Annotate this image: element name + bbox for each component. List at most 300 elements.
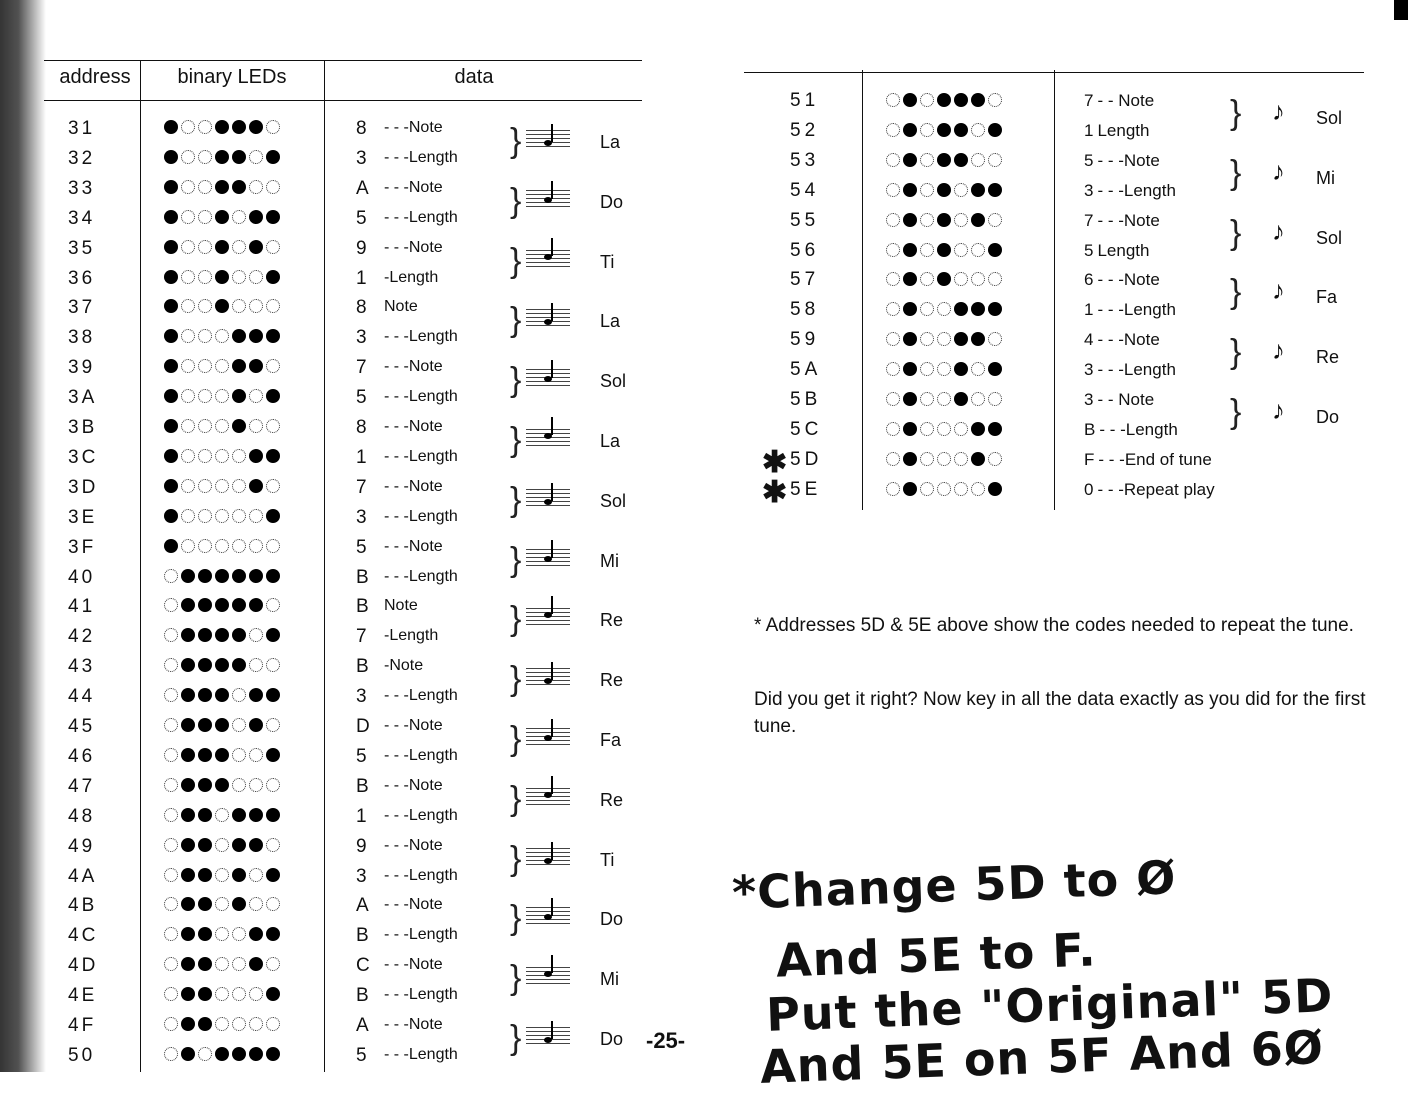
data-value-cell: 8: [356, 297, 367, 319]
led-on-icon: [215, 569, 229, 583]
led-off-icon: [232, 270, 246, 284]
led-on-icon: [181, 868, 195, 882]
data-label-cell: - - -Note: [384, 956, 443, 974]
binary-led-row: [164, 539, 280, 553]
eighth-note-icon: ♪: [1272, 96, 1285, 126]
led-on-icon: [215, 299, 229, 313]
led-off-icon: [886, 392, 900, 406]
data-label-cell: - - Note: [1097, 91, 1155, 110]
table-row: [744, 90, 1364, 120]
data-label-cell: - - -Note: [384, 896, 443, 914]
led-on-icon: [266, 569, 280, 583]
header-binary-leds: binary LEDs: [177, 66, 287, 88]
data-label-cell: Note: [384, 298, 418, 316]
led-on-icon: [971, 183, 985, 197]
led-off-icon: [198, 329, 212, 343]
led-on-icon: [181, 688, 195, 702]
data-value-cell: 5: [1084, 150, 1094, 170]
data-value-cell: 8: [356, 118, 367, 139]
address-cell: 3B: [68, 417, 98, 438]
data-label-cell: -Length: [384, 268, 439, 286]
binary-led-row: [164, 868, 280, 882]
led-on-icon: [232, 419, 246, 433]
led-off-icon: [232, 299, 246, 313]
data-value-cell: 7: [356, 626, 367, 648]
data-label-cell: Length: [1097, 240, 1150, 260]
led-on-icon: [198, 598, 212, 612]
led-on-icon: [198, 868, 212, 882]
data-value-cell: 8: [356, 417, 367, 438]
led-on-icon: [266, 688, 280, 702]
binary-led-row: [886, 183, 1002, 197]
led-on-icon: [954, 153, 968, 167]
data-label-cell: - - -Length: [384, 1045, 458, 1063]
led-off-icon: [215, 838, 229, 852]
led-on-icon: [954, 93, 968, 107]
led-off-icon: [198, 359, 212, 373]
led-on-icon: [266, 748, 280, 762]
data-value-cell: 7: [1084, 91, 1094, 110]
led-on-icon: [971, 452, 985, 466]
led-on-icon: [266, 628, 280, 642]
binary-led-row: [886, 213, 1002, 227]
note-stem-icon: [551, 124, 553, 142]
led-off-icon: [232, 927, 246, 941]
led-on-icon: [988, 302, 1002, 316]
data-value-cell: B: [356, 656, 369, 678]
handwritten-note-line-1: *Change 5D to Ø: [731, 850, 1178, 920]
led-off-icon: [215, 329, 229, 343]
led-off-icon: [266, 419, 280, 433]
led-off-icon: [232, 210, 246, 224]
data-value-cell: F: [1084, 449, 1095, 469]
led-on-icon: [903, 183, 917, 197]
led-on-icon: [215, 1047, 229, 1061]
data-cell: [1084, 151, 1160, 171]
handwritten-note-line-3: Put the "Original" 5D: [765, 968, 1335, 1042]
data-value-cell: A: [356, 177, 369, 199]
data-label-cell: - - -Length: [384, 208, 458, 226]
brace-icon: }: [510, 839, 522, 878]
led-off-icon: [249, 658, 263, 672]
led-on-icon: [164, 270, 178, 284]
binary-led-row: [886, 153, 1002, 167]
table-row: [744, 210, 1364, 240]
data-label-cell: - - -Length: [384, 567, 458, 585]
led-off-icon: [971, 272, 985, 286]
header-address: address: [59, 66, 131, 88]
note-stem-icon: [551, 303, 553, 321]
table-row: [44, 925, 642, 955]
led-on-icon: [232, 598, 246, 612]
led-on-icon: [232, 389, 246, 403]
led-off-icon: [181, 509, 195, 523]
led-off-icon: [164, 628, 178, 642]
led-off-icon: [937, 482, 951, 496]
solfege-label: Do: [600, 1029, 624, 1049]
led-off-icon: [971, 362, 985, 376]
address-cell: 3C: [68, 446, 99, 468]
table-row: [744, 120, 1364, 150]
led-off-icon: [920, 302, 934, 316]
led-off-icon: [181, 329, 195, 343]
led-off-icon: [886, 183, 900, 197]
led-off-icon: [266, 120, 280, 134]
brace-icon: }: [510, 181, 522, 220]
led-off-icon: [954, 482, 968, 496]
eighth-note-icon: ♪: [1272, 395, 1285, 425]
led-on-icon: [198, 688, 212, 702]
led-off-icon: [215, 419, 229, 433]
led-off-icon: [215, 957, 229, 971]
led-on-icon: [988, 123, 1002, 137]
data-value-cell: 5: [1084, 240, 1094, 260]
solfege-label: Sol: [600, 490, 627, 511]
address-cell: 5B: [790, 389, 822, 410]
address-cell: 5E: [790, 478, 822, 500]
binary-led-row: [164, 957, 280, 971]
data-label-cell: - - -Note: [1097, 210, 1160, 230]
address-cell: 3D: [68, 476, 99, 498]
data-label-cell: - - -Length: [384, 687, 458, 705]
led-off-icon: [954, 452, 968, 466]
led-on-icon: [988, 482, 1002, 496]
data-value-cell: 1: [356, 267, 367, 289]
data-label-cell: - - -Note: [384, 776, 443, 794]
led-off-icon: [215, 389, 229, 403]
address-cell: 34: [68, 207, 96, 229]
led-on-icon: [215, 748, 229, 762]
data-value-cell: 3: [1084, 180, 1094, 200]
led-off-icon: [954, 213, 968, 227]
note-stem-icon: [551, 955, 553, 973]
data-value-cell: 7: [1084, 210, 1094, 230]
led-off-icon: [971, 123, 985, 137]
brace-icon: }: [510, 480, 522, 519]
led-off-icon: [266, 658, 280, 672]
led-off-icon: [886, 213, 900, 227]
data-label-cell: - - -Note: [384, 717, 443, 734]
binary-led-row: [886, 302, 1002, 316]
data-value-cell: 5: [356, 745, 367, 767]
led-off-icon: [886, 482, 900, 496]
led-off-icon: [181, 120, 195, 134]
table-row: [44, 507, 642, 537]
handwritten-note-line-2: And 5E to F.: [775, 922, 1098, 988]
binary-led-row: [164, 120, 280, 134]
note-stem-icon: [551, 719, 553, 737]
solfege-label: Re: [600, 670, 624, 691]
data-label-cell: Length: [1097, 120, 1150, 140]
led-on-icon: [181, 598, 195, 612]
brace-icon: }: [510, 959, 522, 998]
led-off-icon: [164, 1017, 178, 1031]
led-off-icon: [198, 509, 212, 523]
solfege-label: Fa: [600, 730, 622, 750]
led-off-icon: [215, 479, 229, 493]
led-off-icon: [215, 927, 229, 941]
led-on-icon: [215, 688, 229, 702]
solfege-label: La: [600, 431, 621, 451]
led-on-icon: [971, 332, 985, 346]
data-label-cell: - - -Length: [384, 866, 458, 884]
data-label-cell: - - -Note: [1097, 270, 1160, 290]
led-on-icon: [249, 718, 263, 732]
led-off-icon: [198, 210, 212, 224]
led-on-icon: [164, 210, 178, 224]
led-on-icon: [249, 240, 263, 254]
table-row: [44, 746, 642, 776]
data-value-cell: 3: [356, 147, 367, 169]
led-off-icon: [181, 449, 195, 463]
solfege-label: Do: [600, 909, 624, 930]
address-cell: 47: [68, 775, 96, 797]
led-off-icon: [164, 987, 178, 1001]
led-on-icon: [971, 302, 985, 316]
led-off-icon: [164, 598, 178, 612]
led-off-icon: [232, 449, 246, 463]
note-stem-icon: [551, 238, 553, 256]
right-data-table: [744, 70, 1364, 510]
data-label-cell: - - -Length: [384, 148, 458, 166]
solfege-label: Re: [600, 789, 624, 810]
note-stem-icon: [551, 776, 553, 794]
led-off-icon: [232, 240, 246, 254]
led-off-icon: [164, 1047, 178, 1061]
led-off-icon: [232, 987, 246, 1001]
table-row: [44, 447, 642, 477]
led-off-icon: [232, 748, 246, 762]
led-off-icon: [249, 270, 263, 284]
led-on-icon: [971, 213, 985, 227]
led-on-icon: [198, 927, 212, 941]
brace-icon: }: [510, 361, 522, 400]
led-off-icon: [198, 180, 212, 194]
table-row: [744, 150, 1364, 180]
data-cell: [1084, 121, 1149, 141]
data-value-cell: 1: [1084, 120, 1094, 140]
led-off-icon: [988, 93, 1002, 107]
led-on-icon: [181, 927, 195, 941]
led-on-icon: [181, 778, 195, 792]
led-on-icon: [249, 120, 263, 134]
led-off-icon: [232, 718, 246, 732]
led-off-icon: [249, 748, 263, 762]
led-on-icon: [954, 362, 968, 376]
data-label-cell: - - -Note: [384, 1016, 443, 1033]
led-on-icon: [266, 389, 280, 403]
data-cell: [1084, 420, 1178, 440]
data-cell: [1084, 330, 1160, 350]
data-value-cell: B: [356, 925, 369, 947]
address-cell: 46: [68, 745, 96, 767]
led-on-icon: [215, 598, 229, 612]
led-on-icon: [164, 180, 178, 194]
address-cell: 4B: [68, 895, 98, 917]
solfege-label: Re: [600, 610, 624, 631]
led-on-icon: [903, 392, 917, 406]
data-cell: [1084, 270, 1160, 290]
binary-led-row: [164, 598, 280, 612]
led-off-icon: [215, 359, 229, 373]
led-on-icon: [249, 838, 263, 852]
data-label-cell: - - -Length: [384, 926, 458, 944]
led-on-icon: [215, 180, 229, 194]
address-cell: 4F: [68, 1015, 97, 1036]
led-on-icon: [249, 688, 263, 702]
led-on-icon: [164, 449, 178, 463]
brace-icon: }: [510, 720, 522, 758]
led-on-icon: [198, 957, 212, 971]
data-value-cell: 3: [356, 506, 367, 528]
led-on-icon: [954, 123, 968, 137]
data-cell: [1084, 181, 1176, 201]
led-on-icon: [232, 838, 246, 852]
led-off-icon: [920, 183, 934, 197]
led-off-icon: [164, 868, 178, 882]
led-off-icon: [266, 180, 280, 194]
led-off-icon: [266, 778, 280, 792]
led-on-icon: [232, 658, 246, 672]
note-stem-icon: [551, 596, 553, 614]
led-on-icon: [971, 93, 985, 107]
binary-led-row: [164, 419, 280, 433]
address-cell: 4E: [68, 985, 98, 1007]
address-cell: 38: [68, 327, 96, 349]
led-on-icon: [181, 569, 195, 583]
address-cell: 32: [68, 147, 96, 169]
led-off-icon: [920, 213, 934, 227]
brace-icon: }: [510, 241, 522, 280]
data-value-cell: 3: [1084, 360, 1094, 380]
solfege-label: Ti: [600, 251, 615, 272]
led-on-icon: [181, 1047, 195, 1061]
led-on-icon: [198, 897, 212, 911]
data-label-cell: -Length: [384, 627, 439, 645]
led-off-icon: [164, 838, 178, 852]
address-cell: 33: [68, 177, 96, 199]
data-value-cell: 1: [356, 446, 367, 468]
binary-led-row: [164, 569, 280, 583]
led-on-icon: [249, 808, 263, 822]
address-cell: 5D: [790, 448, 823, 470]
data-value-cell: A: [356, 895, 369, 917]
led-on-icon: [215, 120, 229, 134]
solfege-label: Fa: [1316, 287, 1338, 308]
led-off-icon: [181, 210, 195, 224]
led-off-icon: [232, 778, 246, 792]
data-label-cell: - - -End of tune: [1098, 449, 1212, 469]
led-on-icon: [266, 509, 280, 523]
binary-led-row: [164, 1017, 280, 1031]
table-row: [744, 445, 1364, 479]
led-off-icon: [886, 452, 900, 466]
led-on-icon: [903, 362, 917, 376]
led-on-icon: [249, 927, 263, 941]
data-value-cell: B: [1084, 419, 1096, 439]
led-on-icon: [249, 1047, 263, 1061]
data-label-cell: - - -Length: [384, 986, 458, 1004]
led-on-icon: [988, 243, 1002, 257]
scan-edge-shadow: [0, 0, 46, 1072]
data-label-cell: - - -Note: [384, 178, 443, 196]
led-off-icon: [181, 539, 195, 553]
data-label-cell: - - -Note: [384, 477, 443, 495]
asterisk-icon: ✱: [762, 475, 788, 509]
led-off-icon: [215, 1017, 229, 1031]
led-on-icon: [198, 838, 212, 852]
data-value-cell: 0: [1084, 479, 1094, 499]
address-cell: 45: [68, 716, 96, 737]
led-off-icon: [249, 778, 263, 792]
led-off-icon: [232, 539, 246, 553]
led-off-icon: [181, 240, 195, 254]
led-off-icon: [215, 897, 229, 911]
led-off-icon: [164, 688, 178, 702]
binary-led-row: [886, 392, 1002, 406]
led-off-icon: [249, 419, 263, 433]
binary-led-row: [886, 332, 1002, 346]
led-on-icon: [937, 183, 951, 197]
binary-led-row: [164, 270, 280, 284]
led-off-icon: [266, 240, 280, 254]
address-cell: 5C: [790, 418, 823, 440]
binary-led-row: [164, 628, 280, 642]
led-on-icon: [266, 1047, 280, 1061]
led-off-icon: [198, 299, 212, 313]
data-label-cell: - - -Length: [384, 328, 458, 346]
address-cell: 53: [790, 149, 820, 171]
led-off-icon: [249, 389, 263, 403]
data-label-cell: - - -Note: [1097, 150, 1160, 170]
led-on-icon: [181, 808, 195, 822]
led-on-icon: [232, 329, 246, 343]
scan-corner-mark: [1394, 0, 1408, 20]
brace-icon: }: [1230, 333, 1242, 372]
led-off-icon: [266, 299, 280, 313]
data-label-cell: - - Note: [1097, 390, 1155, 409]
address-cell: 43: [68, 656, 96, 678]
table-row: [44, 626, 642, 656]
data-value-cell: 3: [1084, 390, 1094, 409]
data-value-cell: B: [356, 596, 369, 618]
address-cell: 55: [790, 209, 820, 231]
address-cell: 48: [68, 805, 96, 827]
led-on-icon: [249, 359, 263, 373]
led-on-icon: [266, 210, 280, 224]
data-label-cell: - - -Repeat play: [1097, 479, 1215, 499]
address-cell: 52: [790, 119, 820, 141]
led-off-icon: [232, 957, 246, 971]
binary-led-row: [164, 180, 280, 194]
address-cell: 54: [790, 179, 820, 201]
brace-icon: }: [1230, 393, 1242, 431]
binary-led-row: [164, 389, 280, 403]
data-value-cell: 9: [356, 237, 367, 259]
led-off-icon: [954, 272, 968, 286]
data-value-cell: 6: [1084, 270, 1094, 290]
binary-led-row: [164, 987, 280, 1001]
data-cell: [1084, 91, 1154, 111]
data-label-cell: - - -Note: [1097, 330, 1160, 350]
data-value-cell: 3: [356, 686, 367, 708]
note-stem-icon: [551, 483, 553, 501]
brace-icon: }: [510, 122, 522, 160]
led-off-icon: [181, 299, 195, 313]
data-label-cell: - - -Length: [384, 388, 458, 406]
binary-led-row: [886, 272, 1002, 286]
led-on-icon: [164, 509, 178, 523]
